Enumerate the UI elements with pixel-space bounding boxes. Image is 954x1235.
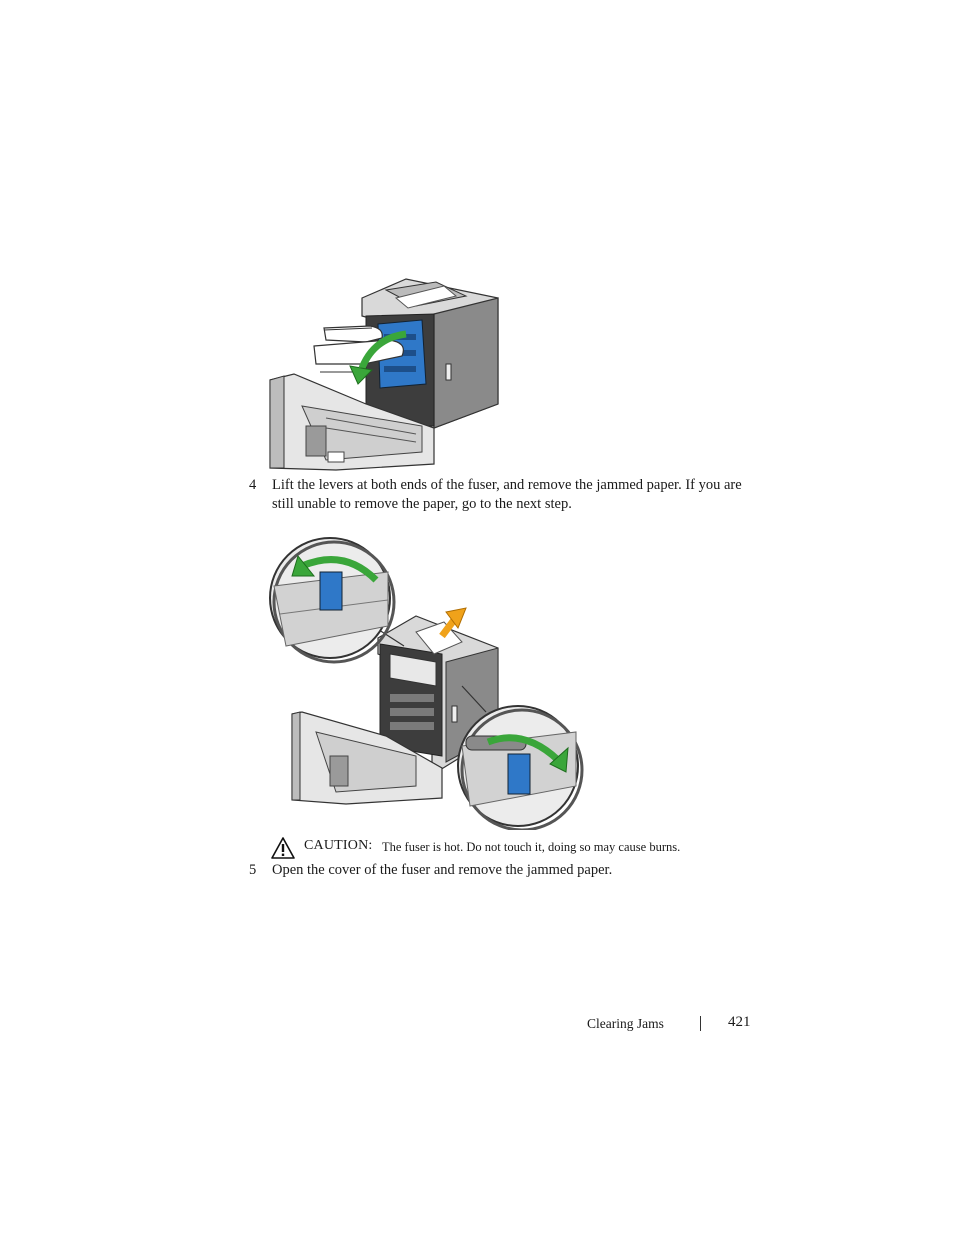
footer-divider xyxy=(700,1016,701,1031)
footer-section-title: Clearing Jams xyxy=(587,1016,664,1031)
caution-text: The fuser is hot. Do not touch it, doing so may cause burns. xyxy=(382,840,681,854)
caution-label: CAUTION: xyxy=(304,838,373,853)
step-number: 4 xyxy=(249,477,257,493)
printer-open-cover-illustration xyxy=(266,276,500,472)
step-text: Lift the levers at both ends of the fuser, and remove the jammed paper. If you are still unable to remove the paper, go to the next step. xyxy=(272,477,742,512)
page-footer xyxy=(560,1014,760,1036)
page-number: 421 xyxy=(728,1014,751,1030)
step-text: Open the cover of the fuser and remove the jammed paper. xyxy=(272,862,613,878)
step-number: 5 xyxy=(249,862,257,878)
caution-note xyxy=(270,836,750,860)
step-4 xyxy=(249,476,759,516)
warning-triangle-icon xyxy=(270,836,296,860)
fuser-levers-illustration xyxy=(266,536,584,830)
step-5 xyxy=(249,861,759,881)
